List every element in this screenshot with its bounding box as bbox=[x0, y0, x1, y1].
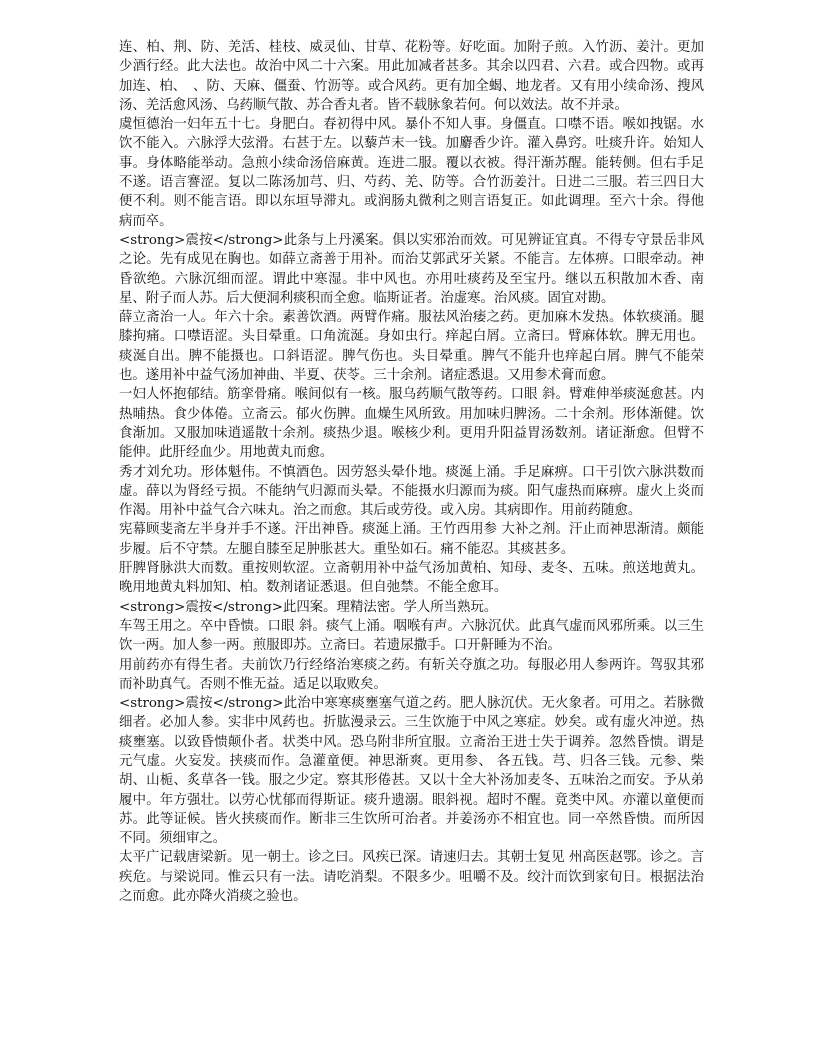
paragraph-13: 太平广记载唐梁新。见一朝士。诊之曰。风疾已深。请速归去。其朝士复见 州高医赵鄂。诊之。言疾危。与梁说同。惟云只有一法。请吃消梨。不限多少。咀嚼不及。绞汁而饮到家旬日。根据法治之而愈。此亦降火消痰之验也。 bbox=[119, 850, 704, 905]
paragraph-9: <strong>震按</strong>此四案。理精法密。学人所当熟玩。 bbox=[119, 599, 498, 615]
paragraph-1: 连、柏、荆、防、羌活、桂枝、威灵仙、甘草、花粉等。好吃面。加附子煎。入竹沥、姜汁。更加少酒行经。此大法也。故治中风二十六案。用此加减者甚多。其余以四君、六君。或合四物。或再加连、柏、 、防、天麻、僵蚕、竹沥等。或合风药。更有加全蝎、地龙者。又有用小续命汤、搜风汤、羌活愈风汤、乌药顺气散、苏合香丸者。皆不载脉象若何。何以效法。故不并录。 bbox=[119, 40, 704, 113]
paragraph-2: 虞恒德治一妇年五十七。身肥白。春初得中风。暴仆不知人事。身僵直。口噤不语。喉如拽锯。水饮不能入。六脉浮大弦滑。右甚于左。以藜芦末一钱。加麝香少许。灌入鼻窍。吐痰升许。始知人事。身体略能举动。急煎小续命汤倍麻黄。连进二服。覆以衣被。得汗渐苏醒。能转侧。但右手足不遂。语言謇涩。复以二陈汤加芎、归、芍药、羌、防等。合竹沥姜汁。日进二三服。若三四日大便不利。则不能言语。即以东垣导滞丸。或润肠丸微利之则言语复正。如此调理。至六十余。得他病而卒。 bbox=[119, 117, 704, 229]
paragraph-10: 车驾王用之。卒中昏愦。口眼 斜。痰气上涌。咽喉有声。六脉沉伏。此真气虚而风邪所乘。以三生饮一两。加人参一两。煎服即苏。立斋曰。若遗尿撒手。口开鼾睡为不治。 bbox=[119, 618, 704, 654]
paragraph-4: 薛立斋治一人。年六十余。素善饮酒。两臂作痛。服祛风治痿之药。更加麻木发热。体软痰涌。腿膝拘痛。口噤语涩。头目晕重。口角流涎。身如虫行。痒起白屑。立斋曰。臂麻体软。脾无用也。痰涎自出。脾不能摄也。口斜语涩。脾气伤也。头目晕重。脾气不能升也痒起白屑。脾气不能荣也。遂用补中益气汤加神曲、半夏、茯苓。三十余剂。诸症悉退。又用参术膏而愈。 bbox=[119, 310, 704, 384]
document-page bbox=[119, 38, 704, 906]
paragraph-5: 一妇人怀抱郁结。筋挛骨痛。喉间似有一核。服乌药顺气散等药。口眼 斜。臂难伸举痰涎愈甚。内热晡热。食少体倦。立斋云。郁火伤脾。血燥生风所致。用加味归脾汤。二十余剂。形体渐健。饮食渐加。又服加味逍遥散十余剂。痰热少退。喉核少利。更用升阳益胃汤数剂。诸证渐愈。但臂不能伸。此肝经血少。用地黄丸而愈。 bbox=[119, 387, 704, 461]
paragraph-7: 宪幕顾斐斋左半身并手不遂。汗出神昏。痰涎上涌。王竹西用参 大补之剂。汗止而神思渐清。颇能步履。后不守禁。左腿自膝至足肿胀甚大。重坠如石。痛不能忍。其痰甚多。 bbox=[119, 522, 704, 557]
paragraph-3: <strong>震按</strong>此条与上丹溪案。俱以实邪治而效。可见辨证宜真。不得专守景岳非风之论。先有成见在胸也。如薛立斋善于用补。而治艾郭武牙关紧。不能言。左体痹。口眼牵动。神昏欲绝。六脉沉细而涩。谓此中寒湿。非中风也。亦用吐痰药及至宝丹。继以五积散加木香、南星、附子而人苏。后大便洞利痰积而全愈。临斯证者。治虚寒。治风痰。固宜对勘。 bbox=[119, 232, 704, 306]
paragraph-8: 肝脾肾脉洪大而数。重按则软涩。立斋朝用补中益气汤加黄柏、知母、麦冬、五味。煎送地黄丸。晚用地黄丸料加知、柏。数剂诸证悉退。但自弛禁。不能全愈耳。 bbox=[119, 561, 704, 596]
paragraph-12: <strong>震按</strong>此治中寒寒痰壅塞气道之药。肥人脉沉伏。无火象者。可用之。若脉微细者。必加人参。实非中风药也。折肱漫录云。三生饮施于中风之寒症。妙矣。或有虚火冲逆。热痰壅塞。以致昏愦颠仆者。状类中风。恐乌附非所宜服。立斋治王进士失于调养。忽然昏愦。谓是元气虚。火妄发。挟痰而作。急灌童便。神思渐爽。更用参、 各五钱。芎、归各三钱。元参、柴胡、山栀、炙草各一钱。服之少定。察其形倦甚。又以十全大补汤加麦冬、五味治之而安。予从弟履中。年方强壮。以劳心忧郁而得斯证。痰升遗溺。眼斜视。超时不醒。竟类中风。亦灌以童便而苏。此等证候。皆火挟痰而作。断非三生饮所可治者。并姜汤亦不相宜也。同一卒然昏愦。而所因不同。须细审之。 bbox=[119, 696, 704, 847]
paragraph-11: 用前药亦有得生者。夫前饮乃行经络治寒痰之药。有斩关夺旗之功。每服必用人参两许。驾驭其邪而补助真气。否则不惟无益。适足以取败矣。 bbox=[119, 657, 704, 692]
paragraph-6: 秀才刘允功。形体魁伟。不慎酒色。因劳怒头晕仆地。痰涎上涌。手足麻痹。口干引饮六脉洪数而虚。薛以为肾经亏损。不能纳气归源而头晕。不能摄水归源而为痰。阳气虚热而麻痹。虚火上炎而作渴。用补中益气合六味丸。治之而愈。其后或劳役。或入房。其病即作。用前药随愈。 bbox=[119, 464, 704, 519]
